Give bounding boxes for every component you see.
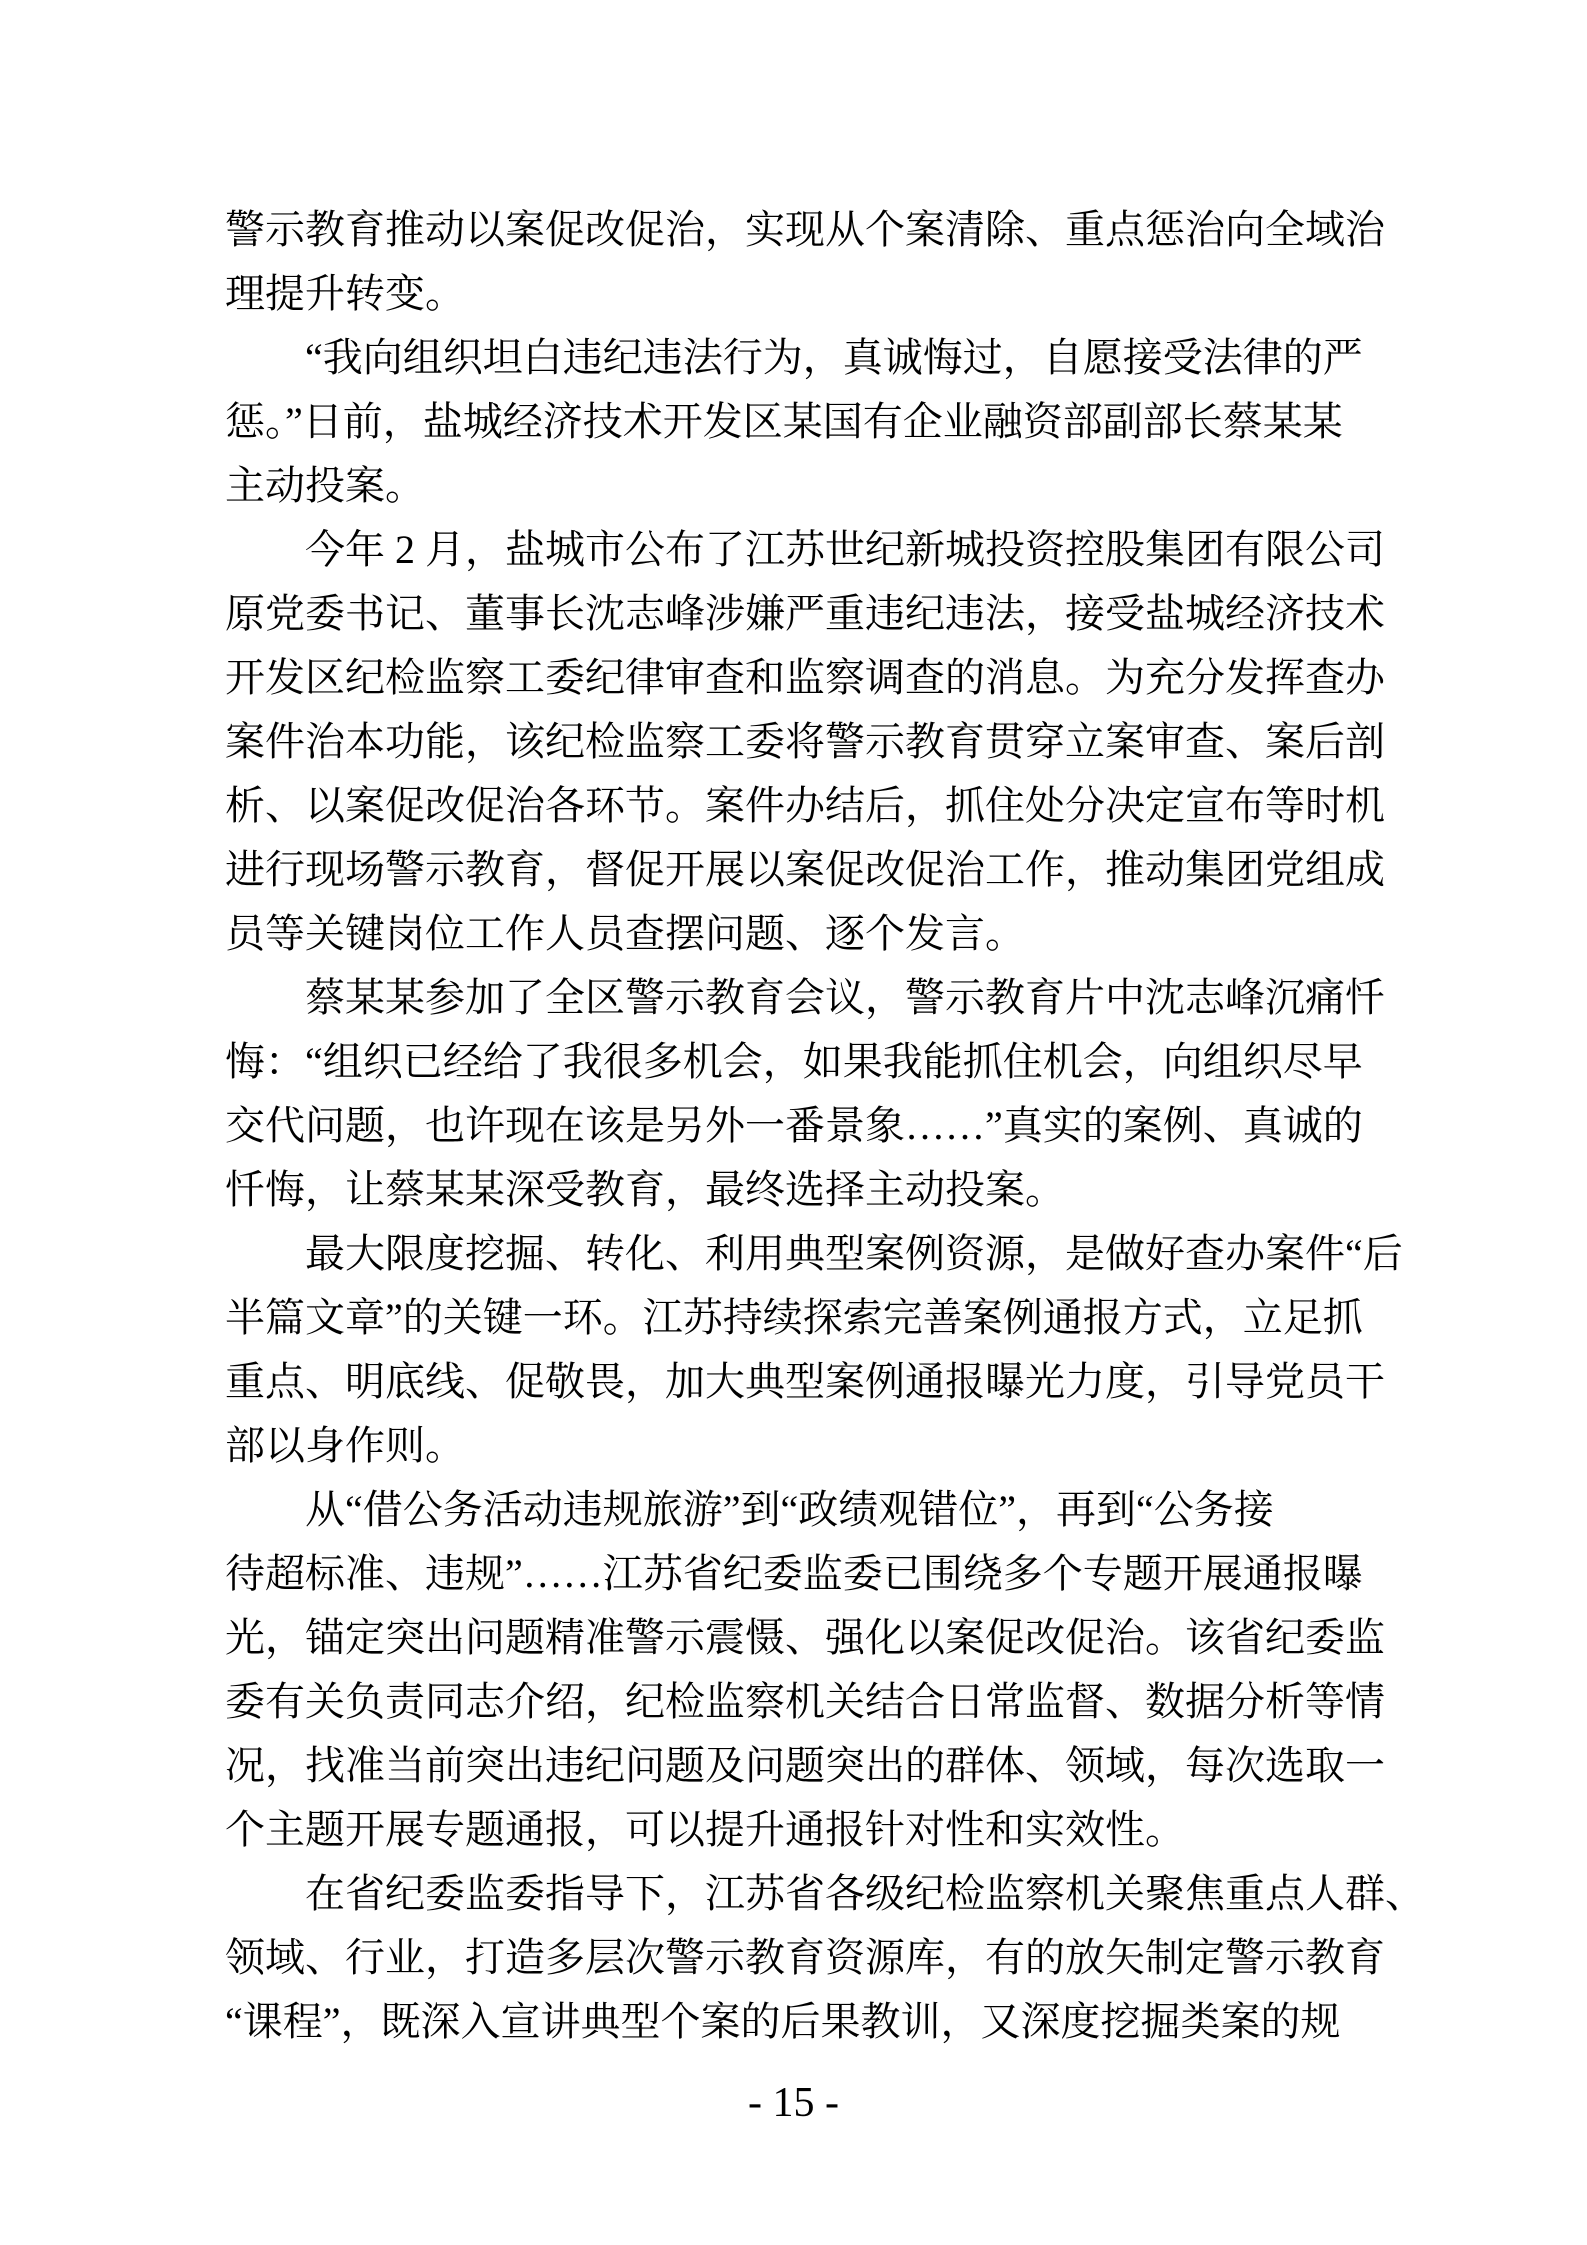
text-line: 委有关负责同志介绍，纪检监察机关结合日常监督、数据分析等情 <box>225 1679 1385 1724</box>
text-line: 警示教育推动以案促改促治，实现从个案清除、重点惩治向全域治 <box>225 207 1385 252</box>
text-line: 忏悔，让蔡某某深受教育，最终选择主动投案。 <box>225 1167 1065 1212</box>
text-line: 原党委书记、董事长沈志峰涉嫌严重违纪违法，接受盐城经济技术 <box>225 591 1385 636</box>
text-line: 况，找准当前突出违纪问题及问题突出的群体、领域，每次选取一 <box>225 1743 1385 1788</box>
text-line: 重点、明底线、促敬畏，加大典型案例通报曝光力度，引导党员干 <box>225 1359 1385 1404</box>
text-line: 从“借公务活动违规旅游”到“政绩观错位”，再到“公务接 <box>305 1487 1274 1532</box>
text-line: 半篇文章”的关键一环。江苏持续探索完善案例通报方式，立足抓 <box>225 1295 1363 1340</box>
text-line: “课程”，既深入宣讲典型个案的后果教训，又深度挖掘类案的规 <box>225 1999 1341 2044</box>
text-line: 案件治本功能，该纪检监察工委将警示教育贯穿立案审查、案后剖 <box>225 719 1385 764</box>
text-line: 理提升转变。 <box>225 271 465 316</box>
text-line: 悔：“组织已经给了我很多机会，如果我能抓住机会，向组织尽早 <box>225 1039 1363 1084</box>
text-line: 待超标准、违规”……江苏省纪委监委已围绕多个专题开展通报曝 <box>225 1551 1363 1596</box>
text-line: 主动投案。 <box>225 463 425 508</box>
text-line: 最大限度挖掘、转化、利用典型案例资源，是做好查办案件“后 <box>305 1231 1403 1276</box>
text-line: 开发区纪检监察工委纪律审查和监察调查的消息。为充分发挥查办 <box>225 655 1385 700</box>
text-line: 个主题开展专题通报，可以提升通报针对性和实效性。 <box>225 1807 1185 1852</box>
text-line: 进行现场警示教育，督促开展以案促改促治工作，推动集团党组成 <box>225 847 1385 892</box>
text-line: 员等关键岗位工作人员查摆问题、逐个发言。 <box>225 911 1025 956</box>
page-number: - 15 - <box>748 2080 839 2126</box>
text-line: 在省纪委监委指导下，江苏省各级纪检监察机关聚焦重点人群、 <box>305 1871 1425 1916</box>
text-line: 部以身作则。 <box>225 1423 465 1468</box>
text-line: “我向组织坦白违纪违法行为，真诚悔过，自愿接受法律的严 <box>305 335 1363 380</box>
body-text <box>225 198 1425 2054</box>
text-line: 领域、行业，打造多层次警示教育资源库，有的放矢制定警示教育 <box>225 1935 1385 1980</box>
text-line: 析、以案促改促治各环节。案件办结后，抓住处分决定宣布等时机 <box>225 783 1385 828</box>
text-line: 交代问题，也许现在该是另外一番景象……”真实的案例、真诚的 <box>225 1103 1363 1148</box>
text-line: 惩。”日前，盐城经济技术开发区某国有企业融资部副部长蔡某某 <box>225 399 1343 444</box>
text-line: 光，锚定突出问题精准警示震慑、强化以案促改促治。该省纪委监 <box>225 1615 1385 1660</box>
text-line: 今年 2 月，盐城市公布了江苏世纪新城投资控股集团有限公司 <box>305 527 1385 572</box>
text-line: 蔡某某参加了全区警示教育会议，警示教育片中沈志峰沉痛忏 <box>305 975 1385 1020</box>
